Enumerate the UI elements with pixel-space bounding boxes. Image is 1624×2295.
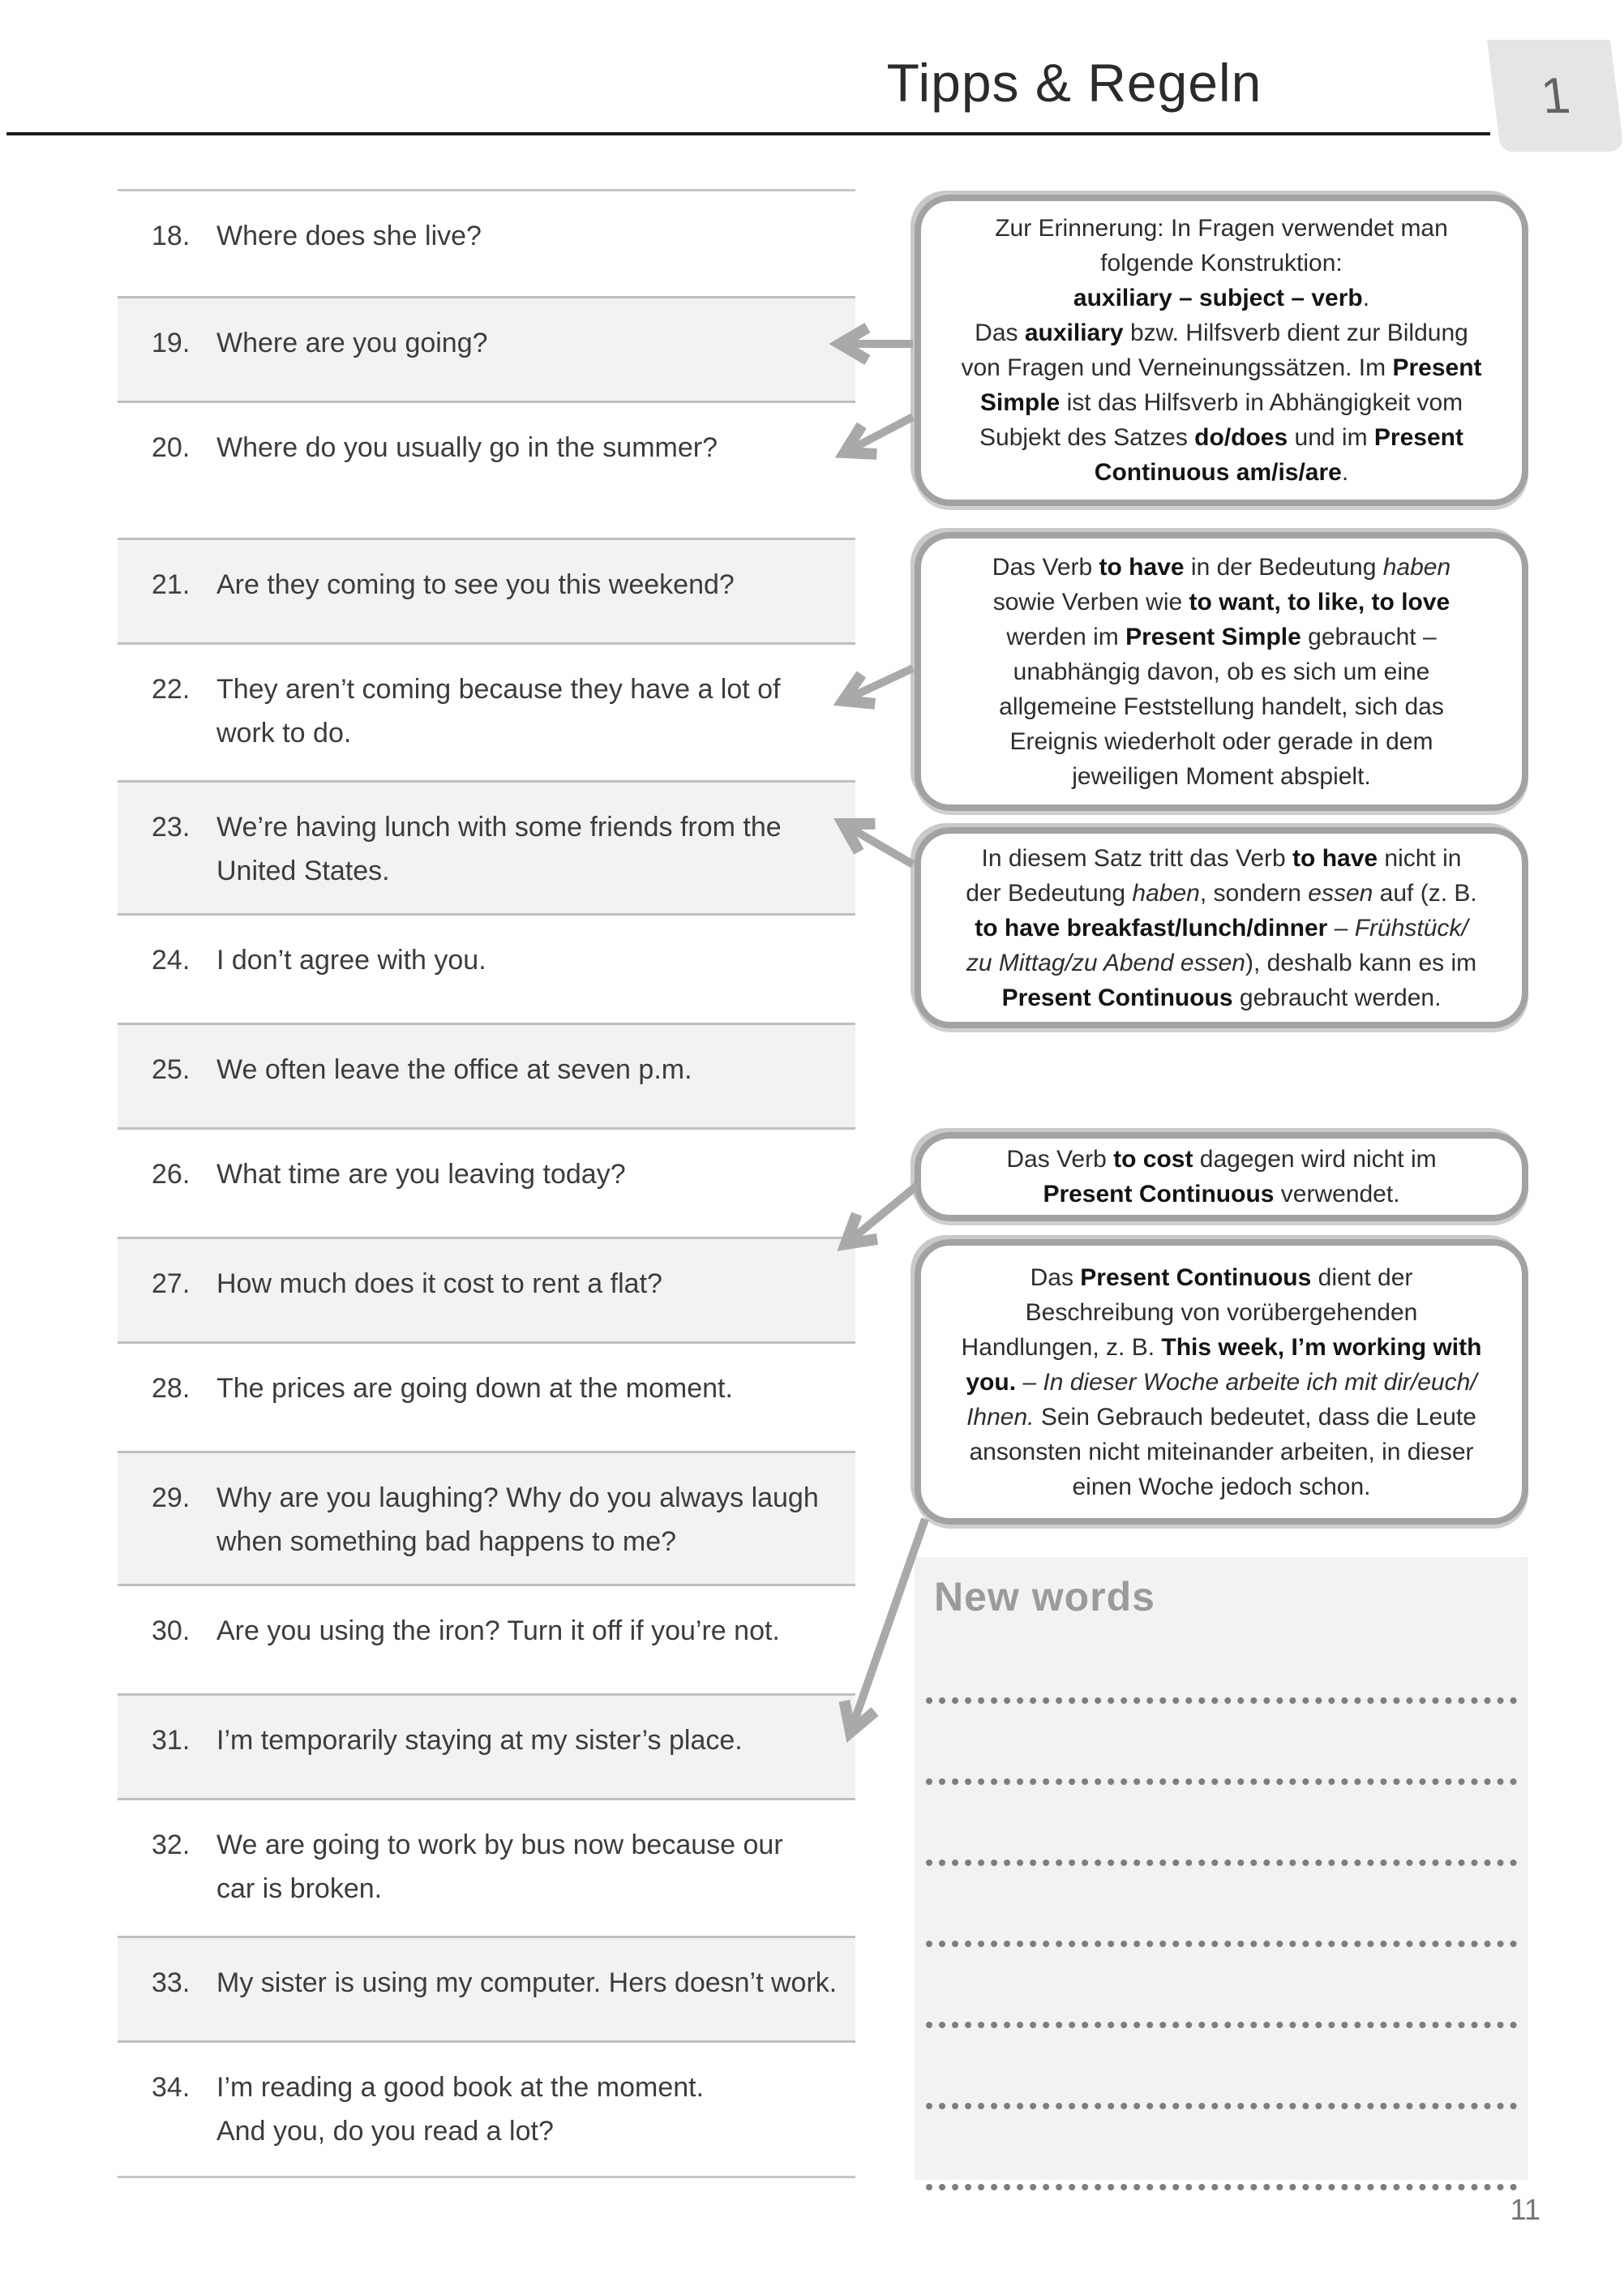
sentence-text: Where does she live?	[216, 221, 482, 251]
sentence-row-31	[118, 1693, 855, 1800]
sentence-number: 23.	[152, 812, 191, 843]
chapter-tab	[1487, 40, 1624, 152]
sentence-text: Where do you usually go in the summer?	[216, 432, 718, 463]
note-text: Das Verb to cost dagegen wird nicht im Present Continuous verwendet.	[1006, 1146, 1437, 1208]
sentence-number: 18.	[152, 221, 191, 251]
note-text: In diesem Satz tritt das Verb to have nicht in der Bedeutung haben, sondern essen auf (z. B. to have breakfast/lunch/dinner – Frühstück/ zu Mittag/zu Abend essen), deshalb kann es im Present Continuous gebraucht werden.	[966, 844, 1477, 1011]
sentence-row-24	[118, 916, 855, 1023]
note-text: Das Present Continuous dient der Beschreibung von vorübergehenden Handlungen, z. B. This week, I’m working with you. – In dieser Woche arbeite ich mit dir/euch/ Ihnen. Sein Gebrauch bedeutet, dass die Leute ansonsten nicht miteinander arbeiten, in dieser einen Woche jedoch schon.	[961, 1263, 1482, 1500]
sentence-text: How much does it cost to rent a flat?	[216, 1268, 662, 1299]
note-bubble-4	[915, 1132, 1528, 1221]
sentence-number: 22.	[152, 674, 191, 705]
writing-line	[926, 1691, 1517, 1704]
note-bubble-3	[915, 827, 1528, 1028]
sentence-text: I don’t agree with you.	[216, 945, 486, 976]
sentence-number: 31.	[152, 1725, 191, 1756]
sentence-text: We often leave the office at seven p.m.	[216, 1054, 692, 1085]
writing-line	[926, 1772, 1517, 1785]
sentence-text: The prices are going down at the moment.	[216, 1373, 733, 1404]
sentence-number: 25.	[152, 1054, 191, 1085]
sentence-number: 28.	[152, 1373, 191, 1404]
sentence-number: 20.	[152, 432, 191, 463]
sentence-row-27	[118, 1237, 855, 1344]
sentence-number: 26.	[152, 1159, 191, 1190]
sentence-number: 19.	[152, 328, 191, 358]
sentence-text: Are they coming to see you this weekend?	[216, 569, 735, 600]
sentence-row-21	[118, 538, 855, 645]
sentence-row-26	[118, 1130, 855, 1237]
sentence-row-22	[118, 645, 855, 780]
sentence-number: 29.	[152, 1482, 191, 1513]
sentence-number: 21.	[152, 569, 191, 600]
sentence-text: Where are you going?	[216, 328, 488, 358]
sentence-text: My sister is using my computer. Hers doesn’t work.	[216, 1967, 838, 1998]
sentence-row-28	[118, 1344, 855, 1451]
sentence-list	[118, 189, 855, 2178]
note-bubble-5	[915, 1239, 1528, 1525]
sentence-number: 24.	[152, 945, 191, 976]
sentence-row-33	[118, 1936, 855, 2043]
sentence-text: I’m temporarily staying at my sister’s place.	[216, 1725, 743, 1756]
sentence-number: 30.	[152, 1615, 191, 1646]
note-bubble-2	[915, 532, 1528, 811]
sentence-row-29	[118, 1451, 855, 1586]
note-text: Das Verb to have in der Bedeutung haben sowie Verben wie to want, to like, to love werden im Present Simple gebraucht – unabhängig davon, ob es sich um eine allgemeine Feststellung handelt, sich das Ereignis wiederholt oder gerade in dem jeweiligen Moment abspielt.	[992, 553, 1451, 790]
new-words-title: New words	[934, 1574, 1155, 1619]
sentence-number: 34.	[152, 2072, 191, 2103]
sentence-row-34	[118, 2043, 855, 2178]
note-bubble-1	[915, 195, 1528, 506]
writing-line	[926, 2177, 1517, 2190]
writing-line	[926, 1853, 1517, 1866]
sentence-text: I’m reading a good book at the moment. And you, do you read a lot?	[216, 2072, 705, 2147]
header-rule	[6, 132, 1490, 135]
sentence-text: What time are you leaving today?	[216, 1159, 626, 1190]
arrow-note4-to-27	[846, 1186, 917, 1244]
writing-line	[926, 2096, 1517, 2109]
sentence-text: We’re having lunch with some friends from the United States.	[216, 812, 782, 886]
sentence-text: Why are you laughing? Why do you always laugh when something bad happens to me?	[216, 1482, 819, 1557]
sentence-row-20	[118, 403, 855, 510]
writing-line	[926, 1934, 1517, 1947]
sentence-number: 27.	[152, 1268, 191, 1299]
new-words-box	[915, 1557, 1528, 2180]
note-text: Zur Erinnerung: In Fragen verwendet man folgende Konstruktion: auxiliary – subject – verb. Das auxiliary bzw. Hilfsverb dient zur Bildung von Fragen und Verneinungssätzen. Im Present Simple ist das Hilfsverb in Abhängigkeit vom Subjekt des Satzes do/does und im Present Continuous am/is/are.	[961, 215, 1482, 486]
sentence-number: 32.	[152, 1830, 191, 1860]
sentence-text: Are you using the iron? Turn it off if you’re not.	[216, 1615, 780, 1646]
sentence-number: 33.	[152, 1967, 191, 1998]
sentence-row-19	[118, 296, 855, 403]
sentence-text: We are going to work by bus now because our car is broken.	[216, 1830, 783, 1904]
sentence-row-30	[118, 1586, 855, 1693]
sentence-row-23	[118, 780, 855, 916]
sentence-row-25	[118, 1023, 855, 1130]
writing-line	[926, 2015, 1517, 2028]
page-title: Tipps & Regeln	[886, 53, 1262, 113]
sentence-text: They aren’t coming because they have a lot of work to do.	[216, 674, 781, 749]
sentence-row-18	[118, 189, 855, 296]
sentence-row-32	[118, 1800, 855, 1936]
chapter-number: 1	[1537, 67, 1573, 124]
page-number: 11	[1510, 2193, 1540, 2226]
